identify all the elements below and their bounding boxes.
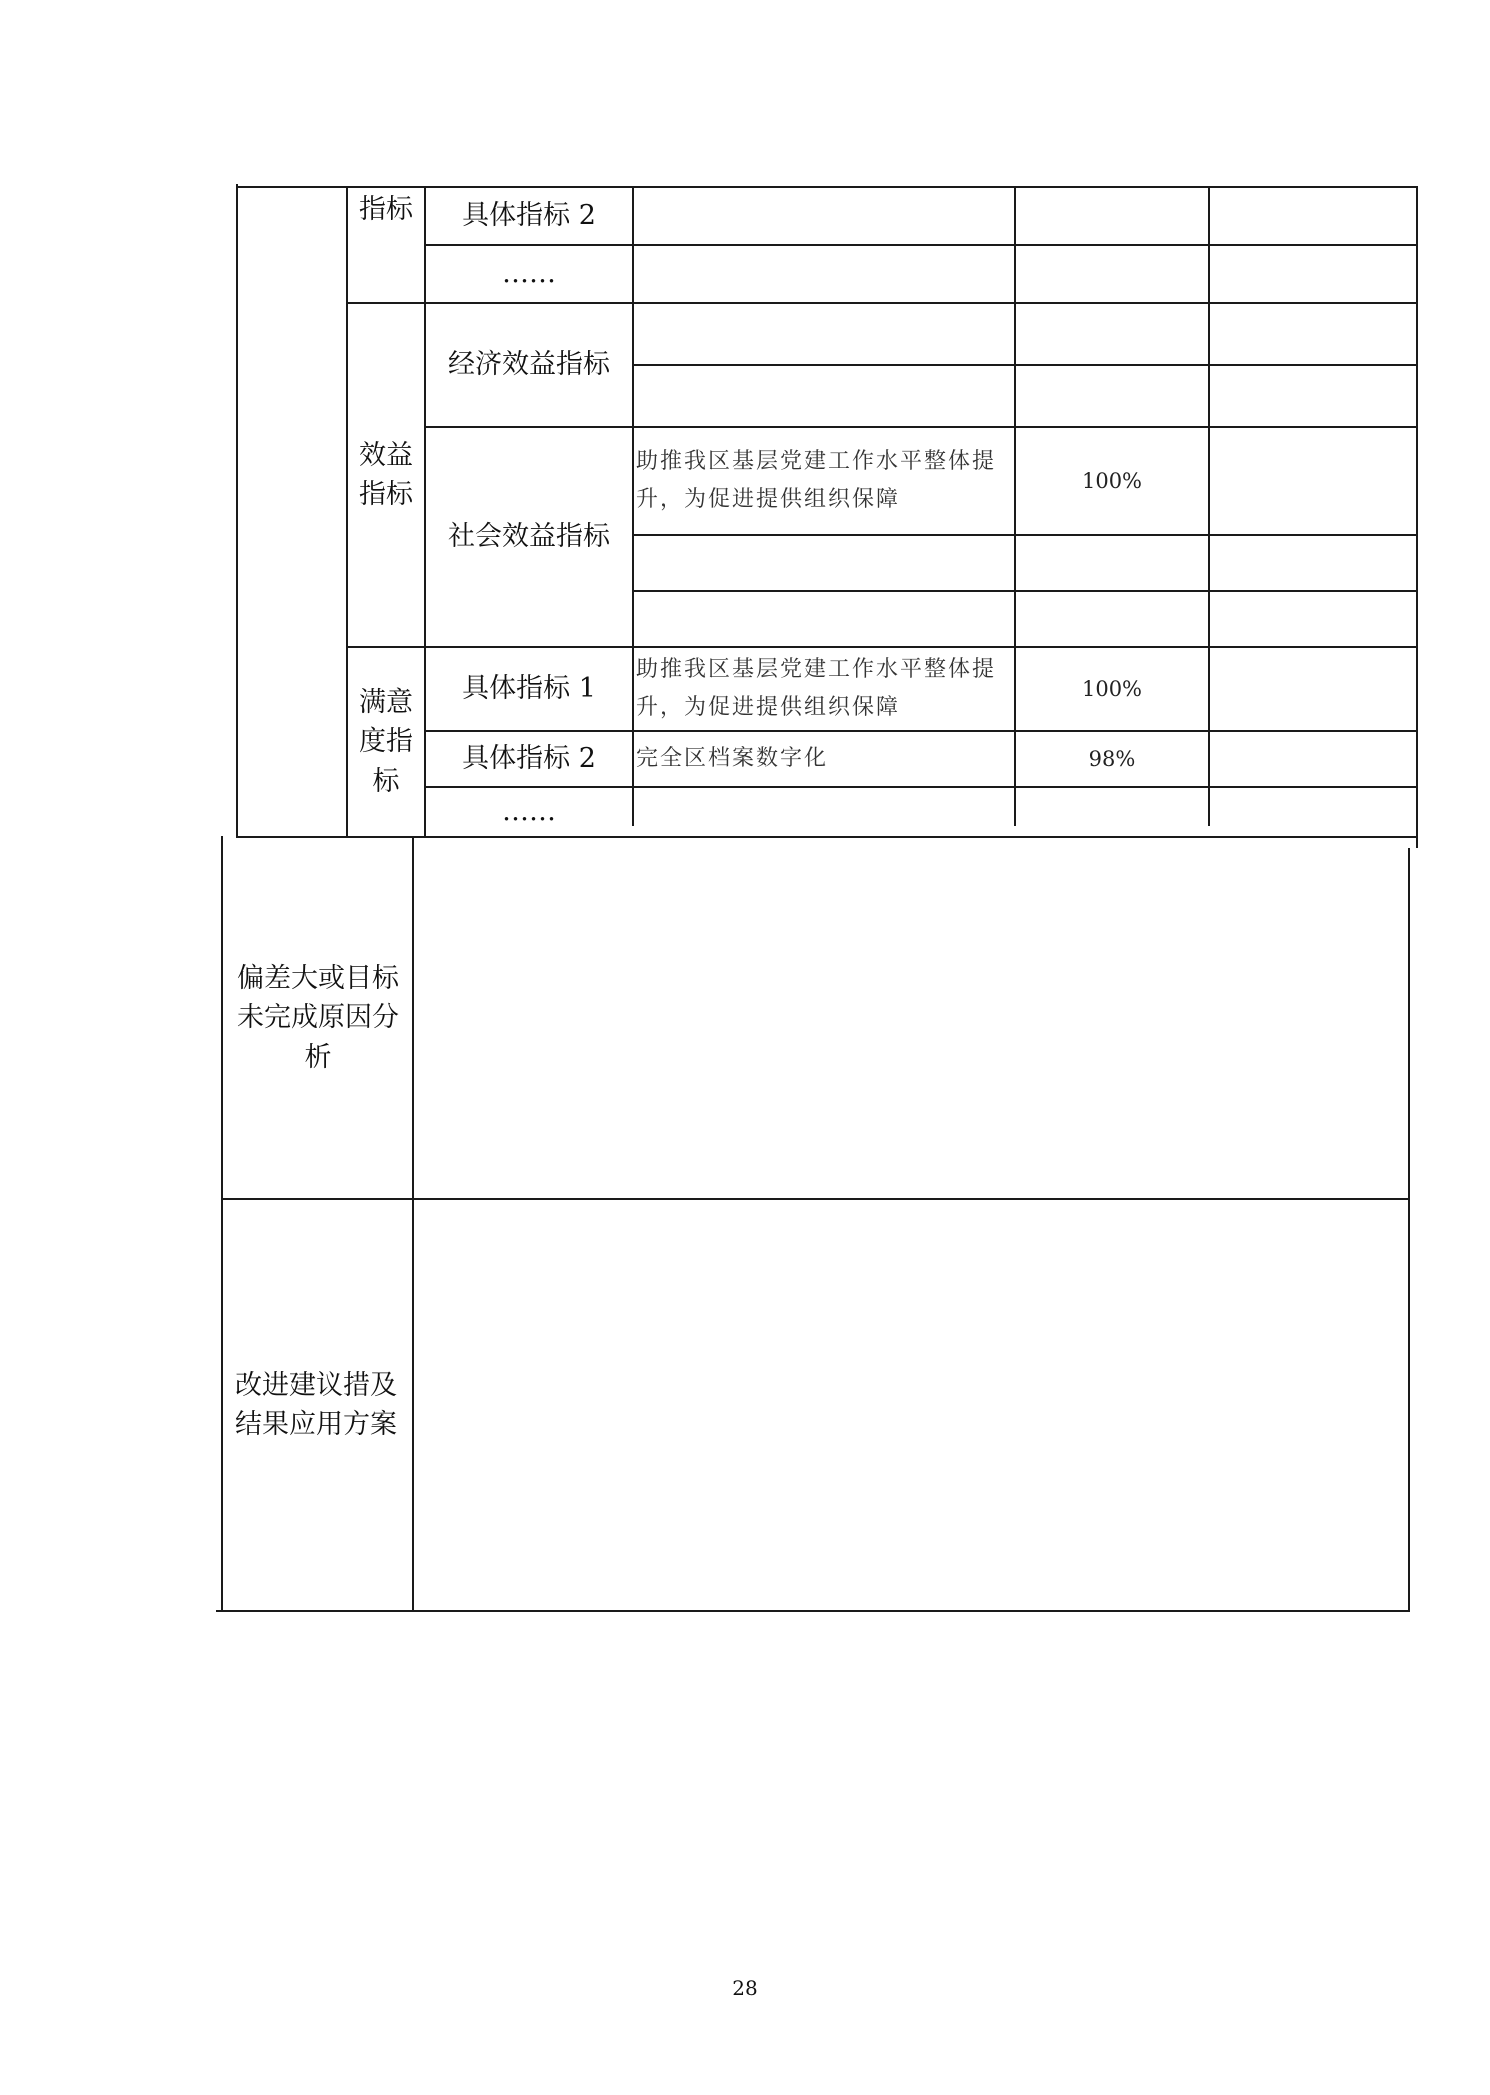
output-row2-label: ……: [502, 258, 556, 290]
page-number: 28: [732, 1976, 758, 2000]
satisfaction-row1-label: 具体指标 1: [462, 673, 596, 705]
social-benefit-label: 社会效益指标: [448, 521, 610, 553]
satisfaction-row1-value: 100%: [1081, 676, 1143, 701]
satisfaction-row3-label: ……: [502, 796, 556, 828]
top-border: [236, 186, 1418, 188]
social-row1-value: 100%: [1081, 468, 1143, 493]
deviation-analysis-value: [416, 840, 1406, 1196]
lower-col-sep: [412, 836, 414, 1612]
satisfaction-row2-label: 具体指标 2: [462, 743, 596, 775]
satisfaction-group-label-line-2: 度指: [359, 726, 413, 758]
social-row1-content: 助推我区基层党建工作水平整体提升，为促进提供组织保障: [636, 448, 997, 512]
satisfaction-group-label-line-1: 满意: [359, 687, 413, 719]
row-sep-social-1: [632, 534, 1418, 536]
row-sep-econ: [632, 364, 1418, 366]
bottom-border: [216, 1610, 1410, 1612]
output-group-label: 指标: [359, 194, 413, 226]
economic-benefit-label: 经济效益指标: [448, 349, 610, 381]
outer-right-border: [1416, 188, 1418, 848]
outer-right-border-lower: [1408, 848, 1410, 1612]
output-row1-label: 具体指标 2: [462, 200, 596, 232]
benefit-group-label-line-2: 指标: [359, 479, 413, 510]
satisfaction-row2-value: 98%: [1088, 746, 1136, 771]
improvement-plan-label: 改进建议措及结果应用方案: [235, 1369, 397, 1440]
outer-left-border: [236, 184, 238, 836]
satisfaction-row1-content: 助推我区基层党建工作水平整体提升，为促进提供组织保障: [636, 656, 997, 720]
improvement-plan-value: [416, 1202, 1406, 1608]
satisfaction-row2-content: 完全区档案数字化: [636, 745, 829, 771]
row-sep-social-2: [632, 590, 1418, 592]
satisfaction-group-label-line-3: 标: [372, 765, 400, 797]
deviation-analysis-label: 偏差大或目标未完成原因分析: [237, 963, 399, 1073]
benefit-group-label-line-1: 效益: [359, 439, 413, 471]
benefit-group-label: [348, 304, 424, 646]
satisfaction-group-label: [348, 648, 424, 836]
